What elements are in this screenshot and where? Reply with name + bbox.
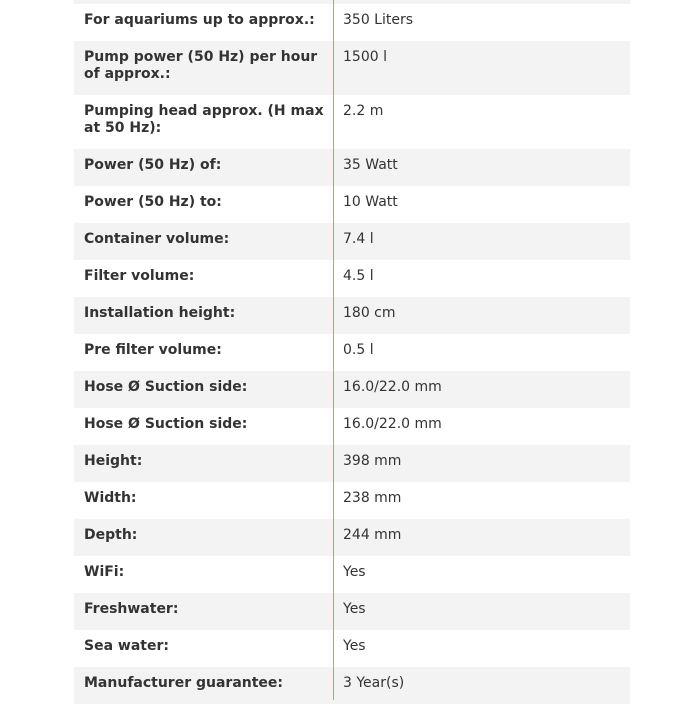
table-row xyxy=(74,630,630,667)
table-row xyxy=(74,186,630,223)
table-row xyxy=(74,95,630,149)
spec-label: Sea water: xyxy=(74,630,333,667)
spec-value: Yes xyxy=(333,593,630,630)
spec-label: Installation height: xyxy=(74,297,333,334)
table-row xyxy=(74,371,630,408)
spec-label: Filter volume: xyxy=(74,260,333,297)
table-row xyxy=(74,445,630,482)
spec-label: Width: xyxy=(74,482,333,519)
spec-value: 35 Watt xyxy=(333,149,630,186)
spec-label: Freshwater: xyxy=(74,593,333,630)
spec-label: Hose Ø Suction side: xyxy=(74,371,333,408)
spec-label: Hose Ø Suction side: xyxy=(74,408,333,445)
specifications-table xyxy=(74,4,630,704)
spec-label: Power (50 Hz) of: xyxy=(74,149,333,186)
spec-value: 0.5 l xyxy=(333,334,630,371)
table-row xyxy=(74,149,630,186)
spec-value: 1500 l xyxy=(333,41,630,95)
spec-value: 10 Watt xyxy=(333,186,630,223)
spec-label: Height: xyxy=(74,445,333,482)
spec-value: 2.2 m xyxy=(333,95,630,149)
spec-value: Yes xyxy=(333,630,630,667)
table-row xyxy=(74,297,630,334)
table-row xyxy=(74,41,630,95)
column-divider xyxy=(333,0,334,700)
spec-label: Pump power (50 Hz) per hour of approx.: xyxy=(74,41,333,95)
spec-value: 238 mm xyxy=(333,482,630,519)
spec-label: Depth: xyxy=(74,519,333,556)
spec-value: 180 cm xyxy=(333,297,630,334)
table-row xyxy=(74,4,630,41)
spec-label: For aquariums up to approx.: xyxy=(74,4,333,41)
table-row xyxy=(74,334,630,371)
spec-value: 398 mm xyxy=(333,445,630,482)
spec-label: Power (50 Hz) to: xyxy=(74,186,333,223)
spec-label: WiFi: xyxy=(74,556,333,593)
table-row xyxy=(74,223,630,260)
spec-value: 7.4 l xyxy=(333,223,630,260)
spec-value: 16.0/22.0 mm xyxy=(333,371,630,408)
table-row xyxy=(74,667,630,704)
table-row xyxy=(74,260,630,297)
table-row xyxy=(74,482,630,519)
spec-value: 350 Liters xyxy=(333,4,630,41)
spec-value: 244 mm xyxy=(333,519,630,556)
spec-label: Manufacturer guarantee: xyxy=(74,667,333,704)
spec-value: 4.5 l xyxy=(333,260,630,297)
spec-value: 16.0/22.0 mm xyxy=(333,408,630,445)
spec-value: 3 Year(s) xyxy=(333,667,630,704)
table-row xyxy=(74,593,630,630)
table-row xyxy=(74,519,630,556)
spec-label: Pre filter volume: xyxy=(74,334,333,371)
table-row xyxy=(74,556,630,593)
spec-label: Pumping head approx. (H max at 50 Hz): xyxy=(74,95,333,149)
spec-label: Container volume: xyxy=(74,223,333,260)
table-row xyxy=(74,408,630,445)
spec-value: Yes xyxy=(333,556,630,593)
